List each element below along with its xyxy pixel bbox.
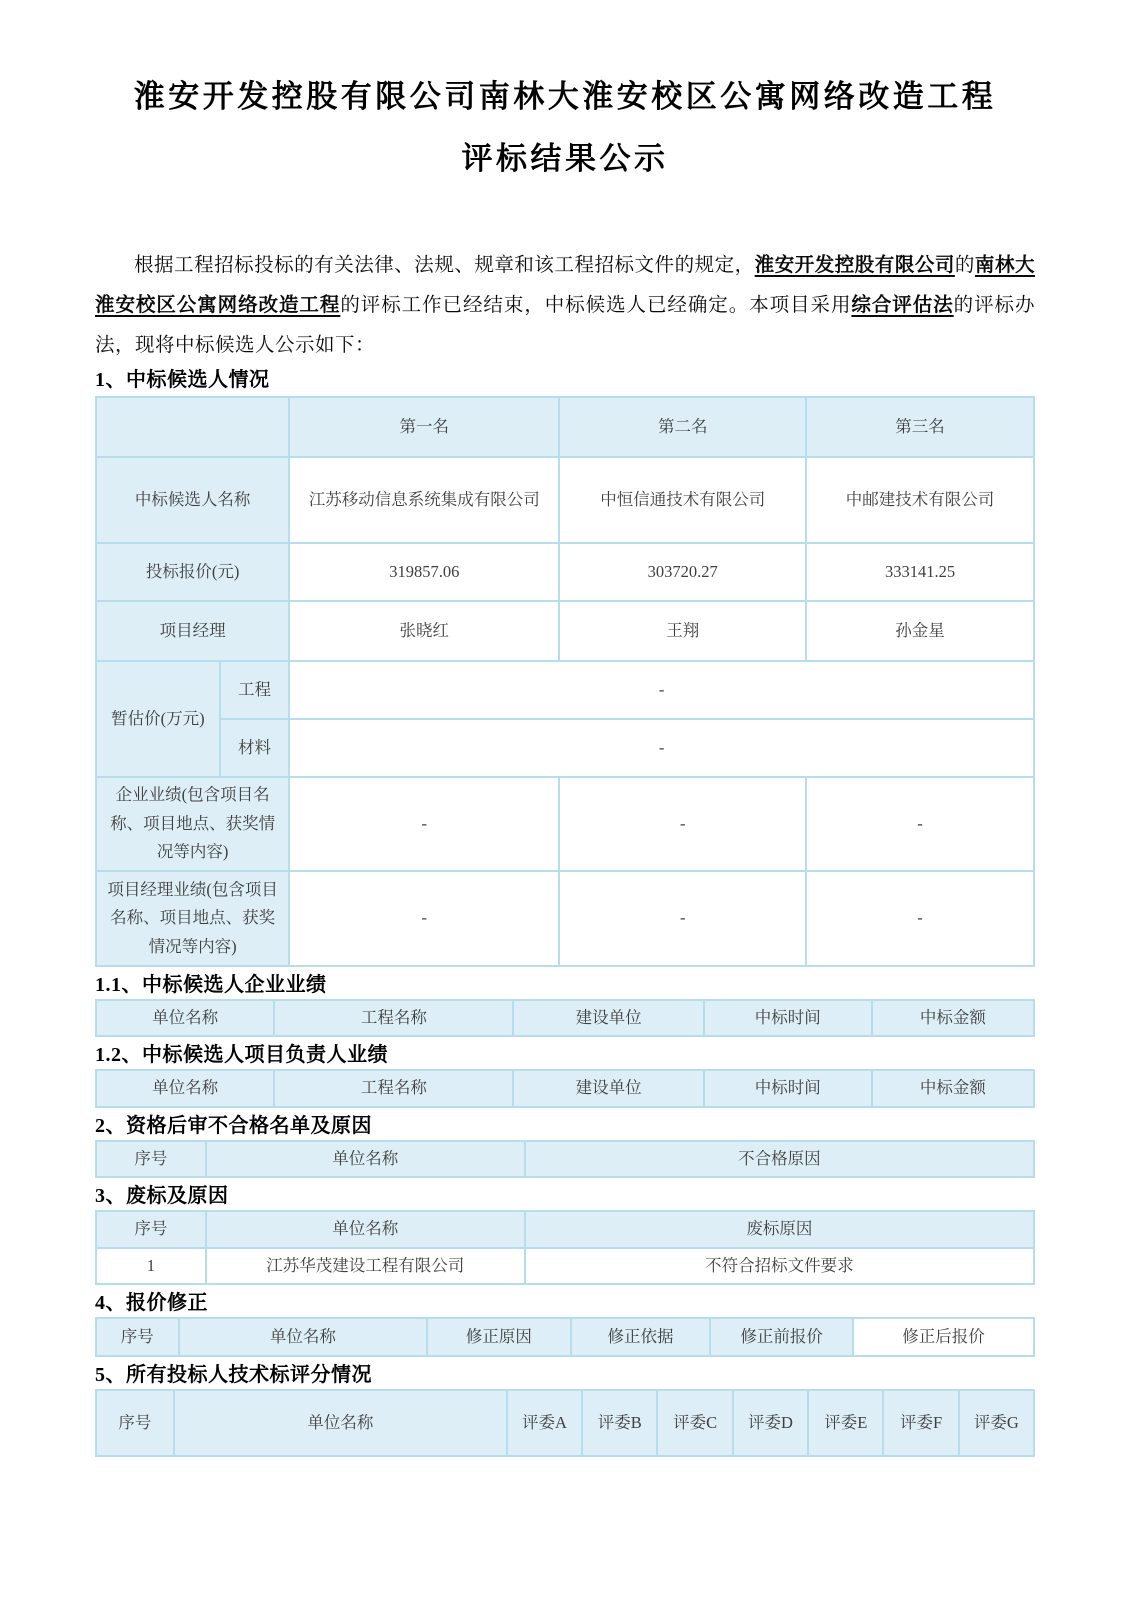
table-data-cell: 1 — [96, 1248, 206, 1284]
table-header-cell: 评委E — [808, 1390, 883, 1456]
intro-emphasis-segment: 综合评估法 — [851, 295, 954, 316]
intro-text-segment: 的评标工作已经结束，中标候选人已经确定。本项目采用 — [340, 295, 852, 316]
manager-achievements-table — [95, 1069, 1035, 1107]
table-header-cell: 项目经理业绩(包含项目名称、项目地点、获奖情况等内容) — [96, 871, 289, 966]
intro-paragraph — [95, 246, 1035, 366]
table-header-cell: 第三名 — [806, 397, 1034, 457]
table-data-cell: - — [559, 871, 806, 966]
section-heading-manager-achievements: 1.2、中标候选人项目负责人业绩 — [95, 1044, 388, 1067]
section-unqualified — [95, 1114, 1035, 1178]
table-row — [96, 719, 1034, 777]
table-row — [96, 1070, 1034, 1106]
intro-text-segment: 根据工程招标投标的有关法律、法规、规章和该工程招标文件的规定， — [134, 255, 755, 276]
rejected-bids-table — [95, 1210, 1035, 1285]
table-row — [96, 1248, 1034, 1284]
table-header-cell: 单位名称 — [179, 1318, 428, 1356]
table-header-cell: 评委G — [959, 1390, 1034, 1456]
intro-emphasis-segment: 淮安开发控股有限公司 — [754, 255, 955, 276]
table-header-cell: 单位名称 — [206, 1211, 525, 1247]
table-header-cell: 第二名 — [559, 397, 806, 457]
candidates-table — [95, 396, 1035, 967]
section-price-correction — [95, 1291, 1035, 1357]
intro-text-segment: 的 — [954, 255, 975, 276]
table-header-cell: 评委C — [657, 1390, 732, 1456]
table-data-cell: 中邮建技术有限公司 — [806, 457, 1034, 543]
table-header-cell: 序号 — [96, 1318, 179, 1356]
table-data-cell: 江苏移动信息系统集成有限公司 — [289, 457, 559, 543]
table-row — [96, 1141, 1034, 1177]
data-table — [95, 1140, 1035, 1178]
company-achievements-table — [95, 999, 1035, 1037]
table-data-cell: - — [289, 719, 1034, 777]
table-row — [96, 543, 1034, 601]
document-title-line-1: 淮安开发控股有限公司南林大淮安校区公寓网络改造工程 — [133, 79, 997, 114]
data-table — [95, 999, 1035, 1037]
table-header-cell: 中标时间 — [704, 1000, 872, 1036]
data-table — [95, 1317, 1035, 1357]
table-header-cell: 废标原因 — [525, 1211, 1034, 1247]
table-header-cell: 修正依据 — [571, 1318, 711, 1356]
table-header-cell: 序号 — [96, 1141, 206, 1177]
table-row — [96, 871, 1034, 966]
section-technical-scores — [95, 1363, 1035, 1457]
section-heading-rejected-bids: 3、废标及原因 — [95, 1185, 229, 1208]
section-heading-price-correction: 4、报价修正 — [95, 1291, 208, 1314]
price-correction-table — [95, 1317, 1035, 1357]
table-header-cell: 修正原因 — [427, 1318, 571, 1356]
table-header-cell: 单位名称 — [96, 1000, 274, 1036]
table-row — [96, 601, 1034, 661]
table-header-cell: 评委A — [507, 1390, 582, 1456]
table-header-cell: 单位名称 — [174, 1390, 507, 1456]
table-header-cell: 建设单位 — [513, 1070, 703, 1106]
table-header-cell: 工程名称 — [274, 1070, 513, 1106]
section-candidates — [95, 368, 1035, 967]
table-row — [96, 661, 1034, 719]
table-header-cell: 修正前报价 — [710, 1318, 853, 1356]
table-row — [96, 1000, 1034, 1036]
table-row — [96, 777, 1034, 871]
table-header-cell — [96, 397, 289, 457]
table-header-cell: 工程 — [220, 661, 289, 719]
section-heading-unqualified: 2、资格后审不合格名单及原因 — [95, 1114, 372, 1137]
technical-scores-table — [95, 1389, 1035, 1457]
data-table — [95, 1389, 1035, 1457]
table-header-cell: 第一名 — [289, 397, 559, 457]
table-data-cell: - — [806, 777, 1034, 871]
table-row — [96, 1211, 1034, 1247]
table-header-cell: 单位名称 — [96, 1070, 274, 1106]
table-header-cell: 投标报价(元) — [96, 543, 289, 601]
table-data-cell: - — [289, 661, 1034, 719]
table-header-cell: 评委D — [733, 1390, 808, 1456]
table-header-cell: 中标候选人名称 — [96, 457, 289, 543]
section-heading-company-achievements: 1.1、中标候选人企业业绩 — [95, 974, 327, 996]
intro-text-segment: 的评标办法，现将中标候选人公示如下： — [95, 295, 1035, 356]
section-heading-technical-scores: 5、所有投标人技术标评分情况 — [95, 1363, 372, 1386]
table-header-cell: 序号 — [96, 1211, 206, 1247]
table-row — [96, 1390, 1034, 1456]
table-data-cell: - — [289, 777, 559, 871]
table-header-cell: 中标金额 — [872, 1000, 1034, 1036]
table-header-cell: 建设单位 — [513, 1000, 703, 1036]
table-header-cell: 项目经理 — [96, 601, 289, 661]
table-header-cell: 单位名称 — [206, 1141, 525, 1177]
data-table — [95, 1069, 1035, 1107]
data-table — [95, 396, 1035, 967]
table-header-cell: 不合格原因 — [525, 1141, 1034, 1177]
table-row — [96, 397, 1034, 457]
data-table — [95, 1210, 1035, 1285]
table-data-cell: 中恒信通技术有限公司 — [559, 457, 806, 543]
table-data-cell: - — [289, 871, 559, 966]
table-header-cell: 中标时间 — [704, 1070, 872, 1106]
unqualified-table — [95, 1140, 1035, 1178]
table-row — [96, 457, 1034, 543]
table-data-cell: 修正后报价 — [853, 1318, 1034, 1356]
table-data-cell: 张晓红 — [289, 601, 559, 661]
table-data-cell: 孙金星 — [806, 601, 1034, 661]
table-header-cell: 序号 — [96, 1390, 174, 1456]
table-data-cell: 333141.25 — [806, 543, 1034, 601]
table-data-cell: - — [806, 871, 1034, 966]
table-data-cell: 303720.27 — [559, 543, 806, 601]
table-data-cell: 江苏华茂建设工程有限公司 — [206, 1248, 525, 1284]
document-header — [95, 66, 1035, 190]
table-data-cell: 王翔 — [559, 601, 806, 661]
table-header-cell: 评委B — [582, 1390, 657, 1456]
table-header-cell: 材料 — [220, 719, 289, 777]
table-header-cell: 评委F — [883, 1390, 958, 1456]
section-rejected-bids — [95, 1184, 1035, 1285]
table-row — [96, 1318, 1034, 1356]
section-company-achievements — [95, 973, 1035, 1037]
table-data-cell: 319857.06 — [289, 543, 559, 601]
section-manager-achievements — [95, 1043, 1035, 1107]
table-header-cell: 企业业绩(包含项目名称、项目地点、获奖情况等内容) — [96, 777, 289, 871]
section-heading-candidates: 1、中标候选人情况 — [95, 369, 270, 391]
document-title-line-2: 评标结果公示 — [461, 141, 669, 176]
table-data-cell: - — [559, 777, 806, 871]
table-header-cell: 暂估价(万元) — [96, 661, 220, 777]
table-header-cell: 工程名称 — [274, 1000, 513, 1036]
table-data-cell: 不符合招标文件要求 — [525, 1248, 1034, 1284]
table-header-cell: 中标金额 — [872, 1070, 1034, 1106]
intro-emphasis-segment: 南林大淮安校区公寓网络改造工程 — [95, 255, 1035, 316]
